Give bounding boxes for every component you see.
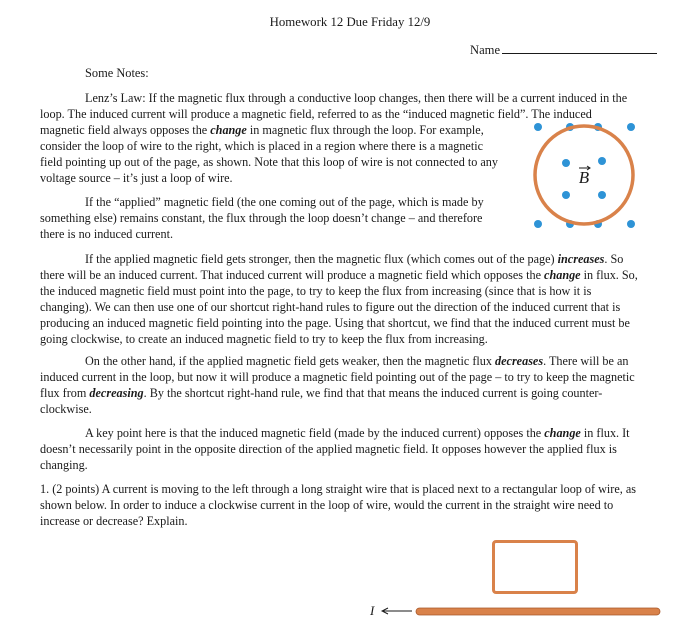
para3-line6: going clockwise, to create an induced magnetic field to try to keep the flux from increasing. <box>40 332 488 346</box>
para5-line1: A key point here is that the induced magnetic field (made by the induced current) opposes the change in flux. It <box>85 426 630 440</box>
para4-line4: clockwise. <box>40 402 92 416</box>
para4-line2: induced current in the loop, but now it will produce a magnetic field pointing out of the page – to try to keep the magnetic <box>40 370 635 384</box>
straight-wire <box>416 608 660 615</box>
para1-line1: Lenz’s Law: If the magnetic flux through a conductive loop changes, then there will be a current induced in the <box>85 91 628 105</box>
current-label: I <box>370 603 375 618</box>
para1-line2: loop. The induced current will produce a magnetic field, referred to as the “induced magnetic field”. The induced <box>40 107 592 121</box>
para5-line2: doesn’t necessarily point in the opposite direction of the applied magnetic field. It opposes however the applied flux is <box>40 442 617 456</box>
para2-line3: there is no induced current. <box>40 227 173 241</box>
para4-line1: On the other hand, if the applied magnetic field gets weaker, then the magnetic flux decreases. There will be an <box>85 354 629 368</box>
para3-line2: there will be an induced current. That induced current will produce a magnetic field which opposes the change in flux. So, <box>40 268 638 282</box>
para2-line1: If the “applied” magnetic field (the one coming out of the page, which is made by <box>85 195 484 209</box>
para4-line3: flux from decreasing. By the shortcut right-hand rule, we find that that means the induced current is going counter- <box>40 386 603 400</box>
problem1-line3: increase or decrease? Explain. <box>40 514 188 528</box>
para5-line3: changing. <box>40 458 88 472</box>
problem1-line2: shown below. In order to induce a clockwise current in the loop of wire, would the current in the straight wire need to <box>40 498 614 512</box>
name-line[interactable] <box>502 41 657 54</box>
rectangular-loop <box>492 540 578 594</box>
para1-line3: magnetic field always opposes the change in magnetic flux through the loop. For example, <box>40 123 484 137</box>
notes-heading: Some Notes: <box>85 66 149 80</box>
para3-line3: the induced magnetic field must point into the page, to try to keep the flux from increasing (since that is how it is <box>40 284 592 298</box>
para1-line6: voltage source – it’s just a loop of wire. <box>40 171 233 185</box>
problem1-line1: 1. (2 points) A current is moving to the left through a long straight wire that is placed next to a rectangular loop of wire, as <box>40 482 637 496</box>
name-label: Name <box>470 43 501 57</box>
name-field[interactable] <box>470 41 657 58</box>
page-title: Homework 12 Due Friday 12/9 <box>269 15 431 29</box>
para3-line1: If the applied magnetic field gets stronger, then the magnetic flux (which comes out of the page) increases. So <box>85 252 624 266</box>
para1-line4: consider the loop of wire to the right, which is placed in a region where there is a magnetic <box>40 139 484 153</box>
para1-line5: field pointing up out of the page, as shown. Note that this loop of wire is not connected to any <box>40 155 498 169</box>
loop-field-figure <box>520 115 650 235</box>
para3-line4: changing). We can then use one of our shortcut right-hand rules to figure out the direction of the induced current that is <box>40 300 621 314</box>
para2-line2: something else) remains constant, the flux through the loop doesn’t change – and therefore <box>40 211 483 225</box>
straight-wire-figure <box>366 598 666 622</box>
para3-line5: producing an induced magnetic field pointing into the page. Using that shortcut, we find that the induced current must be <box>40 316 630 330</box>
field-label: B <box>578 168 590 187</box>
